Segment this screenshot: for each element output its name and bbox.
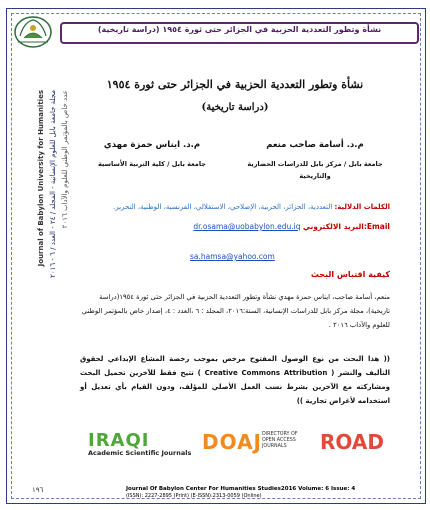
email-secondary-link[interactable]: sa.hamsa@yahoo.com	[190, 252, 275, 261]
paper-title: نشأة وتطور التعددية الحزبية في الجزائر حتى ثورة ١٩٥٤	[106, 78, 364, 91]
email-primary-link[interactable]: dr.osama@uobabylon.edu.iq	[193, 222, 301, 231]
email-label: البريد الالكتروني:Email	[302, 222, 390, 231]
author-1-name: م.د. أسامة صاحب منعم	[266, 140, 364, 150]
indexing-logos	[20, 430, 406, 470]
doaj-logo-subtext: DIRECTORY OF OPEN ACCESS JOURNALS	[262, 432, 298, 449]
author-2-affiliation: جامعة بابل / كلية التربية الأساسية	[98, 160, 206, 168]
side-text-line-2: مجلة جامعة بابل للعلوم الإنسانية - المجلد / ٢٤ - العدد / ٦ - ٢٠١٦	[49, 90, 57, 278]
doaj-logo-text: DOAJ	[202, 430, 262, 454]
road-logo[interactable]	[320, 430, 384, 454]
iraqi-logo-text: IRAQI	[88, 430, 150, 451]
paper-subtitle: (دراسة تاريخية)	[201, 102, 269, 113]
license-text: (( هذا البحث من نوع الوصول المفتوح مرخص بموجب رخصة المشاع الإبداعي لحقوق التأليف والنشر ( Creative Commons Attribution ) تتيح فقط للآخرين تحميل البحث ومشاركته مع الآخرين بشرط نسب العمل الأصلي للمؤلف، ودون القيام بأي تعديل أو استخدامه لأغراض تجارية ))	[80, 355, 390, 405]
doaj-logo[interactable]	[202, 430, 298, 454]
keywords	[78, 203, 390, 211]
keywords-label: الكلمات الدلالية:	[334, 203, 390, 211]
page-number: ١٩٦	[32, 486, 44, 494]
side-text-line-1: Journal of Babylon University for Humanities	[37, 90, 45, 267]
issn-info: (ISSN): 2227-2895 (Print) (E-ISSN):2313-0059 (Online)	[126, 493, 262, 499]
iraqi-journals-logo[interactable]	[88, 430, 191, 457]
keywords-value: التعددية، الجزائر، الحزبية، الإصلاحي، الاستقلالي، الفرنسية، الوطنية، التحرير.	[113, 203, 333, 211]
page-footer	[6, 486, 424, 502]
side-margin-text	[14, 90, 74, 380]
author-1-affiliation: جامعة بابل / مركز بابل للدراسات الحضارية والتاريخية	[247, 160, 383, 180]
citation-heading: كيفية اقتباس البحث	[310, 270, 390, 279]
road-logo-text: ROAD	[320, 430, 384, 454]
iraqi-logo-subtext: Academic Scientific Journals	[88, 449, 192, 457]
author-2-name: م.د. ايناس حمزة مهدي	[103, 140, 201, 150]
side-text-line-3: عدد خاص بالمؤتمر الوطني للعلوم والآداب ٢٠١٦	[61, 90, 69, 229]
journal-emblem-icon	[12, 14, 54, 50]
running-header-title: نشأة وتطور التعددية الحزبية في الجزائر حتى ثورة ١٩٥٤ (دراسة تاريخية)	[97, 25, 382, 34]
journal-info: Journal Of Babylon Center For Humanities Studies2016 Volume: 6 Issue: 4	[126, 486, 356, 492]
running-header	[60, 22, 419, 44]
email-line	[193, 222, 390, 231]
citation-text: منعم، أسامة صاحب، ايناس حمزة مهدي نشأة وتطور التعددية الحزبية في الجزائر حتى ثورة ١٩٥٤(دراسة تاريخية)، مجلة مركز بابل للدراسات الإنسانية، السنة:٢٠١٦، المجلد : ٦ ،العدد : ٤، إصدار خاص بالمؤتمر الوطني للعلوم والآداب ٢٠١٦ .	[81, 293, 390, 329]
